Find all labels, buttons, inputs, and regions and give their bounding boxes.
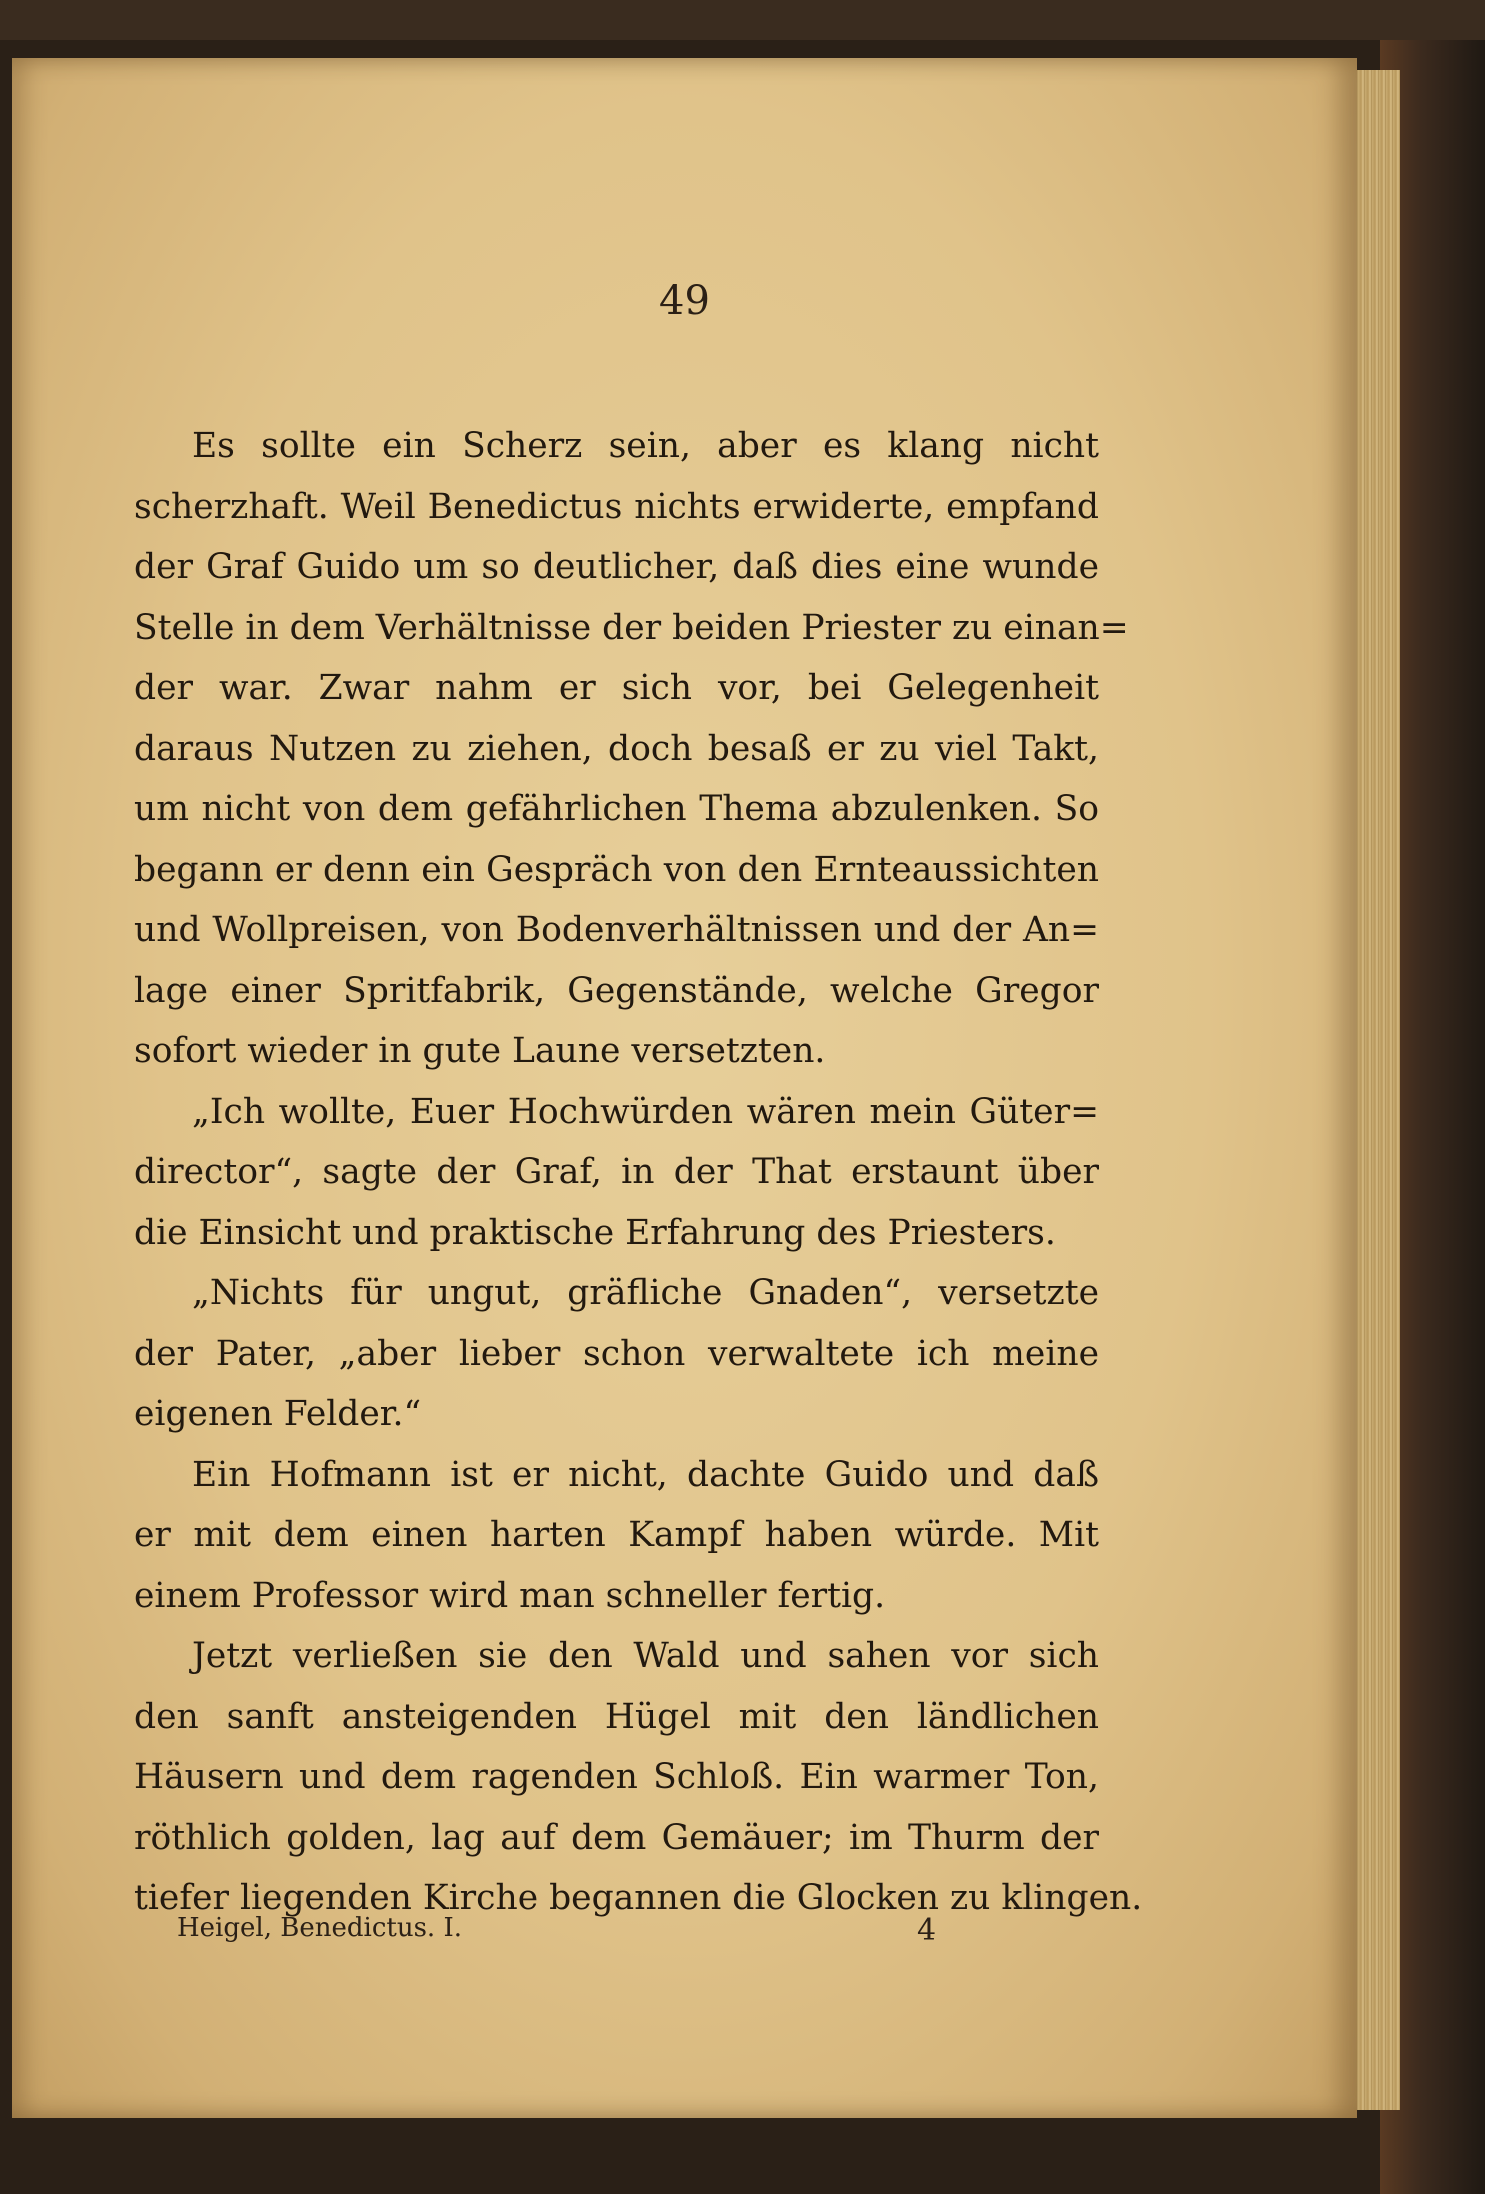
book-page: [12, 58, 1357, 2118]
text-line: röthlich golden, lag auf dem Gemäuer; im Thurm der: [134, 1817, 1099, 1858]
text-line: lage einer Spritfabrik, Gegenstände, welche Gregor: [134, 970, 1099, 1011]
text-line: „Nichts für ungut, gräfliche Gnaden“, versetzte: [192, 1273, 1099, 1313]
text-line: eigenen Felder.“: [134, 1394, 422, 1434]
text-line: den sanft ansteigenden Hügel mit den ländlichen: [134, 1696, 1099, 1737]
text-line: sofort wieder in gute Laune versetzten.: [134, 1031, 826, 1071]
text-line: um nicht von dem gefährlichen Thema abzulenken. So: [134, 789, 1099, 829]
text-line: Ein Hofmann ist er nicht, dachte Guido und daß: [192, 1454, 1099, 1495]
paragraph: [134, 1626, 1143, 1929]
page-text: [134, 416, 1143, 1929]
text-line: director“, sagte der Graf, in der That erstaunt über: [134, 1152, 1099, 1192]
paragraph: [134, 1445, 1099, 1627]
page-number: 49: [659, 278, 710, 324]
paragraph: [134, 1082, 1099, 1264]
footer-signature: Heigel, Benedictus. I.: [177, 1913, 462, 1943]
text-line: Stelle in dem Verhältnisse der beiden Priester zu einan=: [134, 607, 1129, 648]
text-line: er mit dem einen harten Kampf haben würde. Mit: [134, 1515, 1099, 1555]
text-line: „Ich wollte, Euer Hochwürden wären mein Güter=: [192, 1091, 1099, 1132]
footer-sheet-number: 4: [917, 1913, 937, 1948]
text-line: der war. Zwar nahm er sich vor, bei Gelegenheit: [134, 668, 1099, 708]
text-line: daraus Nutzen zu ziehen, doch besaß er zu viel Takt,: [134, 728, 1099, 769]
text-line: Jetzt verließen sie den Wald und sahen vor sich: [192, 1636, 1099, 1676]
text-line: und Wollpreisen, von Bodenverhältnissen und der An=: [134, 910, 1099, 950]
text-line: der Graf Guido um so deutlicher, daß dies eine wunde: [134, 547, 1099, 587]
paragraph: [134, 416, 1129, 1082]
paragraph: [134, 1263, 1099, 1445]
text-line: scherzhaft. Weil Benedictus nichts erwiderte, empfand: [134, 486, 1099, 527]
text-line: Häusern und dem ragenden Schloß. Ein warmer Ton,: [134, 1757, 1099, 1797]
text-line: einem Professor wird man schneller fertig.: [134, 1575, 886, 1616]
text-line: der Pater, „aber lieber schon verwaltete ich meine: [134, 1333, 1099, 1374]
text-line: die Einsicht und praktische Erfahrung des Priesters.: [134, 1212, 1056, 1253]
text-line: tiefer liegenden Kirche begannen die Glocken zu klingen.: [134, 1878, 1143, 1918]
text-line: begann er denn ein Gespräch von den Ernteaussichten: [134, 849, 1099, 890]
text-line: Es sollte ein Scherz sein, aber es klang nicht: [192, 426, 1099, 466]
